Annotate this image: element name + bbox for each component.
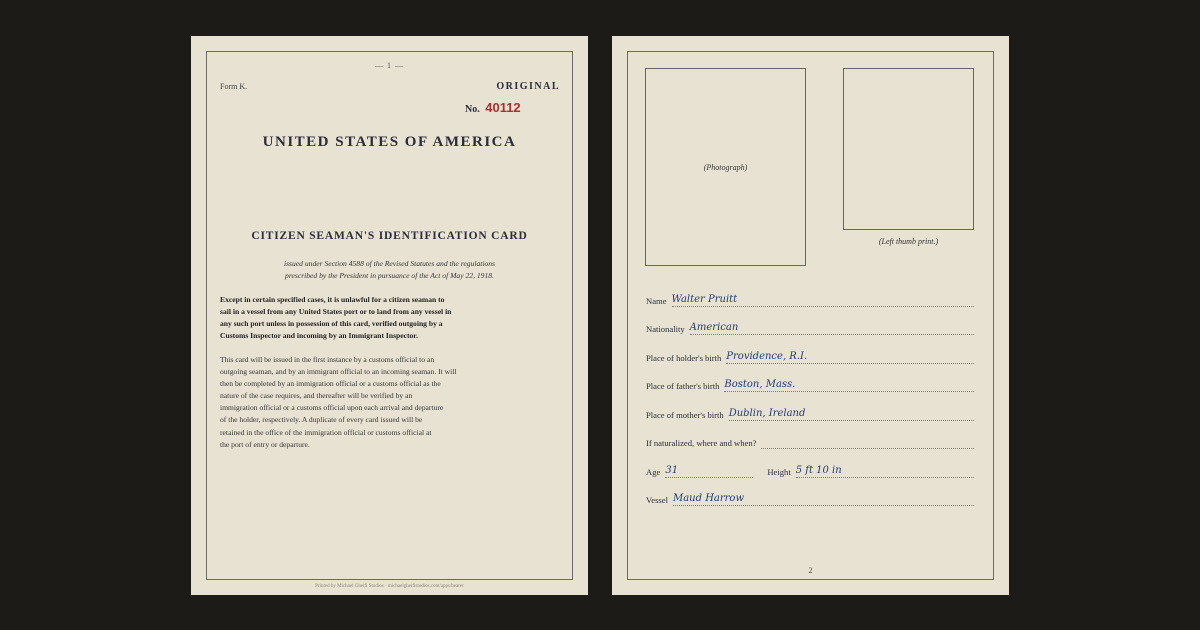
photograph-box <box>645 68 806 266</box>
thumb-print-box <box>843 68 974 230</box>
serial-number <box>465 100 521 115</box>
warning-paragraph <box>220 294 520 342</box>
field-label: Age <box>646 467 661 477</box>
body-line: This card will be issued in the first instance by a customs official to an <box>220 355 435 364</box>
field-label: Vessel <box>646 495 668 505</box>
field-label: Place of father's birth <box>646 381 720 391</box>
country-heading: UNITED STATES OF AMERICA <box>262 134 517 150</box>
field-line <box>665 463 753 478</box>
field-line <box>761 434 974 449</box>
field-label: Name <box>646 296 667 306</box>
field-label: If naturalized, where and when? <box>646 438 757 448</box>
field-label: Nationality <box>646 324 685 334</box>
warning-line: sail in a vessel from any United States port or to land from any vessel in <box>220 307 452 316</box>
photograph-label: (Photograph) <box>703 163 748 172</box>
field-line <box>690 320 974 335</box>
serial-value: 40112 <box>485 100 521 115</box>
body-line: of the holder, respectively. A duplicate of every card issued will be <box>220 415 423 425</box>
body-line: retained in the office of the immigration official or customs official at <box>220 427 432 437</box>
nationality-value: American <box>689 322 739 333</box>
body-line: then be completed by an immigration official or a customs official as the <box>220 379 441 389</box>
body-line: nature of the case requires, and thereafter will be verified by an <box>220 391 413 401</box>
issued-line: prescribed by the President in pursuance of the Act of May 22, 1918. <box>285 271 494 280</box>
field-label: Place of mother's birth <box>646 410 724 420</box>
body-line: outgoing seaman, and by an immigrant official to an incoming seaman. It will <box>220 367 457 377</box>
original-label: ORIGINAL <box>496 81 560 92</box>
field-line <box>729 406 974 421</box>
field-name <box>646 293 974 307</box>
vessel-value: Maud Harrow <box>672 493 745 504</box>
body-line: immigration official or a customs official upon each arrival and departure <box>220 403 444 413</box>
field-mother-birth <box>646 407 974 421</box>
form-label: Form K. <box>220 82 248 91</box>
field-label: Height <box>767 467 791 477</box>
field-label: Place of holder's birth <box>646 353 722 363</box>
instructions-paragraph <box>220 354 525 451</box>
field-line <box>726 349 974 364</box>
serial-prefix: No. <box>465 104 480 115</box>
field-line <box>796 463 974 478</box>
field-father-birth <box>646 378 974 392</box>
age-value: 31 <box>665 465 679 476</box>
warning-line: Except in certain specified cases, it is unlawful for a citizen seaman to <box>220 295 445 304</box>
thumb-print-label: (Left thumb print.) <box>878 237 939 246</box>
father-birth-value: Boston, Mass. <box>724 379 796 390</box>
card-page-front <box>191 36 588 595</box>
field-naturalized <box>646 435 974 449</box>
field-line <box>724 377 974 392</box>
height-value: 5 ft 10 in <box>795 465 842 476</box>
name-value: Walter Pruitt <box>671 294 738 305</box>
page-number-top: — 1 — <box>375 61 404 70</box>
field-holder-birth <box>646 350 974 364</box>
card-title: CITIZEN SEAMAN'S IDENTIFICATION CARD <box>251 230 528 242</box>
warning-line: Customs Inspector and incoming by an Immigrant Inspector. <box>220 331 418 340</box>
warning-line: any such port unless in possession of this card, verified outgoing by a <box>220 319 443 328</box>
field-line <box>673 491 974 506</box>
printer-footer: Printed by Michael Gheifi Studios · michaelgheifistudios.com/apps/bearer <box>315 584 464 589</box>
field-line <box>672 292 974 307</box>
holder-birth-value: Providence, R.I. <box>726 351 808 362</box>
issued-under-text <box>231 258 548 282</box>
mother-birth-value: Dublin, Ireland <box>728 408 806 419</box>
field-nationality <box>646 321 974 335</box>
field-age-height <box>646 464 974 478</box>
body-line: the port of entry or departure. <box>220 439 310 449</box>
page-number-bottom: 2 <box>808 566 813 575</box>
card-page-back <box>612 36 1009 595</box>
field-vessel <box>646 492 974 506</box>
issued-line: issued under Section 4588 of the Revised Statutes and the regulations <box>283 259 496 268</box>
